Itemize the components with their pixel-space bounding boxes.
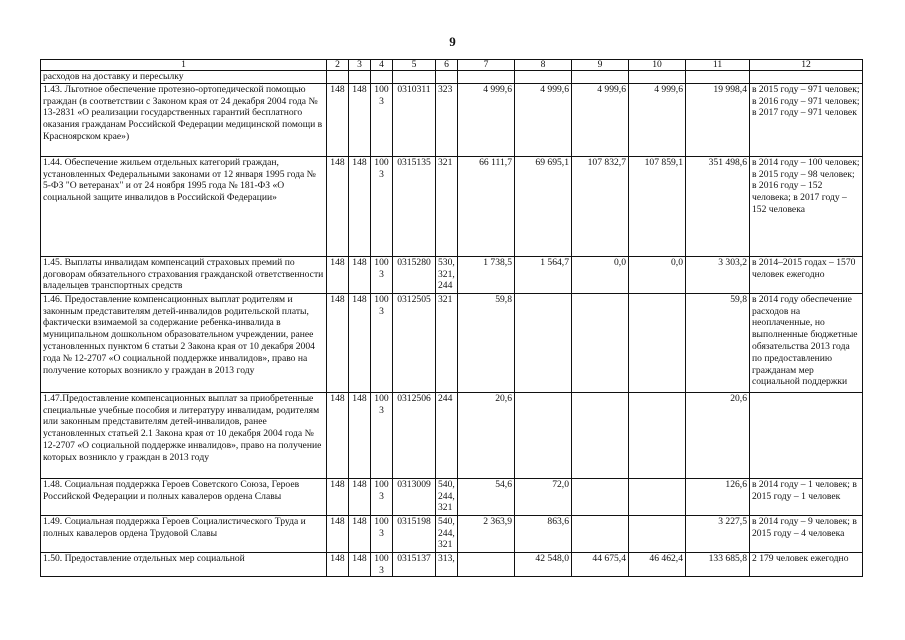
- amount-2015-cell: 1 564,7: [515, 256, 572, 293]
- activity-name-cell: 1.43. Льготное обеспечение протезно-ортопедической помощью граждан (в соответствии с Законом края от 24 декабря 2004 года № 13-2831 «О реализации государственных гарантий бесплатного оказания гражданам Российской Федерации медицинской помощи в Красноярском крае»): [41, 83, 327, 156]
- table-row: [41, 256, 863, 293]
- amount-2016-cell: [572, 478, 629, 515]
- target-code-cell: 0315280: [393, 256, 436, 293]
- table-row: [41, 515, 863, 552]
- amount-2017-cell: 46 462,4: [629, 552, 686, 577]
- amount-2014-cell: 2 363,9: [458, 515, 515, 552]
- grbs-code-cell: 148: [327, 83, 349, 156]
- continuation-text: расходов на доставку и пересылку: [41, 71, 327, 84]
- grbs-code-cell: 148: [327, 293, 349, 392]
- section-code-cell: 1003: [371, 256, 393, 293]
- amount-2017-cell: 107 859,1: [629, 156, 686, 256]
- header-cell: 12: [750, 60, 863, 71]
- expected-result-cell: в 2014 году – 9 человек; в 2015 году – 4 человека: [750, 515, 863, 552]
- amount-2016-cell: 107 832,7: [572, 156, 629, 256]
- expected-result-cell: в 2014 году – 1 человек; в 2015 году – 1 человек: [750, 478, 863, 515]
- expense-type-cell: 321: [436, 293, 458, 392]
- grbs-code-cell: 148: [349, 293, 371, 392]
- amount-2017-cell: [629, 478, 686, 515]
- expected-result-cell: 2 179 человек ежегодно: [750, 552, 863, 577]
- amount-2017-cell: [629, 515, 686, 552]
- amount-2016-cell: [572, 293, 629, 392]
- target-code-cell: 0313009: [393, 478, 436, 515]
- header-cell: 1: [41, 60, 327, 71]
- grbs-code-cell: 148: [349, 515, 371, 552]
- expected-result-cell: в 2015 году – 971 человек; в 2016 году – 971 человек; в 2017 году – 971 человек: [750, 83, 863, 156]
- target-code-cell: 0315137: [393, 552, 436, 577]
- grbs-code-cell: 148: [349, 552, 371, 577]
- header-cell: 7: [458, 60, 515, 71]
- grbs-code-cell: 148: [327, 256, 349, 293]
- expected-result-cell: в 2014–2015 годах – 1570 человек ежегодно: [750, 256, 863, 293]
- amount-2017-cell: [629, 392, 686, 478]
- activity-name-cell: 1.47.Предоставление компенсационных выплат за приобретенные специальные учебные пособия и литературу инвалидам, родителям или законным представителям детей-инвалидов, ранее установленных статьей 2.1 Закона края от 10 декабря 2004 года № 12-2707 «О социальной поддержке инвалидов», право на получение которых возникло у граждан в 2013 году: [41, 392, 327, 478]
- header-cell: 3: [349, 60, 371, 71]
- section-code-cell: 1003: [371, 83, 393, 156]
- grbs-code-cell: 148: [327, 478, 349, 515]
- total-amount-cell: 3 227,5: [686, 515, 750, 552]
- table-row: [41, 478, 863, 515]
- amount-2017-cell: [629, 293, 686, 392]
- target-code-cell: 0312505: [393, 293, 436, 392]
- grbs-code-cell: 148: [327, 515, 349, 552]
- grbs-code-cell: 148: [349, 156, 371, 256]
- target-code-cell: 0310311: [393, 83, 436, 156]
- grbs-code-cell: 148: [349, 478, 371, 515]
- amount-2015-cell: [515, 293, 572, 392]
- amount-2016-cell: 0,0: [572, 256, 629, 293]
- program-table: [40, 59, 863, 577]
- activity-name-cell: 1.48. Социальная поддержка Героев Советского Союза, Героев Российской Федерации и полных кавалеров ордена Славы: [41, 478, 327, 515]
- total-amount-cell: 20,6: [686, 392, 750, 478]
- section-code-cell: 1003: [371, 515, 393, 552]
- amount-2017-cell: 4 999,6: [629, 83, 686, 156]
- section-code-cell: 1003: [371, 293, 393, 392]
- target-code-cell: 0312506: [393, 392, 436, 478]
- expense-type-cell: 321: [436, 156, 458, 256]
- amount-2015-cell: [515, 392, 572, 478]
- table-row: [41, 392, 863, 478]
- header-cell: 9: [572, 60, 629, 71]
- expense-type-cell: 540, 244, 321: [436, 478, 458, 515]
- expected-result-cell: в 2014 году обеспечение расходов на неоплаченные, но выполненные бюджетные обязательства 2013 года по предоставлению гражданам мер социальной поддержки: [750, 293, 863, 392]
- activity-name-cell: 1.45. Выплаты инвалидам компенсаций страховых премий по договорам обязательного страхования гражданской ответственности владельцев транспортных средств: [41, 256, 327, 293]
- grbs-code-cell: 148: [349, 83, 371, 156]
- activity-name-cell: 1.46. Предоставление компенсационных выплат родителям и законным представителям детей-инвалидов родительской платы, фактически взимаемой за содержание ребенка-инвалида в муниципальном дошкольном образовательном учреждении, ранее установленных пунктом 6 статьи 2 Закона края от 10 декабря 2004 года № 12-2707 «О социальной поддержке инвалидов», право на получение которых возникло у граждан в 2013 году: [41, 293, 327, 392]
- expense-type-cell: 323: [436, 83, 458, 156]
- table-row: [41, 293, 863, 392]
- target-code-cell: 0315198: [393, 515, 436, 552]
- continuation-row: [41, 71, 863, 84]
- section-code-cell: 1003: [371, 552, 393, 577]
- expense-type-cell: 540, 244, 321: [436, 515, 458, 552]
- total-amount-cell: 19 998,4: [686, 83, 750, 156]
- page-number: 9: [449, 34, 456, 49]
- activity-name-cell: 1.50. Предоставление отдельных мер социальной: [41, 552, 327, 577]
- table-row: [41, 552, 863, 577]
- column-number-row: [41, 60, 863, 71]
- grbs-code-cell: 148: [349, 392, 371, 478]
- total-amount-cell: 351 498,6: [686, 156, 750, 256]
- amount-2016-cell: [572, 515, 629, 552]
- amount-2014-cell: [458, 552, 515, 577]
- activity-name-cell: 1.49. Социальная поддержка Героев Социалистического Труда и полных кавалеров ордена Трудовой Славы: [41, 515, 327, 552]
- grbs-code-cell: 148: [349, 256, 371, 293]
- amount-2014-cell: 4 999,6: [458, 83, 515, 156]
- grbs-code-cell: 148: [327, 156, 349, 256]
- amount-2015-cell: 42 548,0: [515, 552, 572, 577]
- amount-2016-cell: 44 675,4: [572, 552, 629, 577]
- header-cell: 6: [436, 60, 458, 71]
- amount-2017-cell: 0,0: [629, 256, 686, 293]
- header-cell: 5: [393, 60, 436, 71]
- activity-name-cell: 1.44. Обеспечение жильем отдельных категорий граждан, установленных Федеральными законами от 12 января 1995 года № 5-ФЗ "О ветеранах" и от 24 ноября 1995 года № 181-ФЗ «О социальной защите инвалидов в Российской Федерации»: [41, 156, 327, 256]
- amount-2016-cell: [572, 392, 629, 478]
- header-cell: 11: [686, 60, 750, 71]
- total-amount-cell: 133 685,8: [686, 552, 750, 577]
- amount-2014-cell: 59,8: [458, 293, 515, 392]
- section-code-cell: 1003: [371, 156, 393, 256]
- expense-type-cell: 530, 321, 244: [436, 256, 458, 293]
- header-cell: 10: [629, 60, 686, 71]
- amount-2015-cell: 4 999,6: [515, 83, 572, 156]
- expense-type-cell: 244: [436, 392, 458, 478]
- amount-2015-cell: 863,6: [515, 515, 572, 552]
- table-row: [41, 83, 863, 156]
- amount-2014-cell: 20,6: [458, 392, 515, 478]
- target-code-cell: 0315135: [393, 156, 436, 256]
- expense-type-cell: 313,: [436, 552, 458, 577]
- amount-2014-cell: 66 111,7: [458, 156, 515, 256]
- total-amount-cell: 126,6: [686, 478, 750, 515]
- section-code-cell: 1003: [371, 478, 393, 515]
- amount-2014-cell: 54,6: [458, 478, 515, 515]
- header-cell: 2: [327, 60, 349, 71]
- table-row: [41, 156, 863, 256]
- total-amount-cell: 59,8: [686, 293, 750, 392]
- header-cell: 4: [371, 60, 393, 71]
- amount-2016-cell: 4 999,6: [572, 83, 629, 156]
- amount-2015-cell: 69 695,1: [515, 156, 572, 256]
- section-code-cell: 1003: [371, 392, 393, 478]
- amount-2014-cell: 1 738,5: [458, 256, 515, 293]
- grbs-code-cell: 148: [327, 392, 349, 478]
- expected-result-cell: в 2014 году – 100 человек; в 2015 году – 98 человек; в 2016 году – 152 человека; в 2017 году – 152 человека: [750, 156, 863, 256]
- amount-2015-cell: 72,0: [515, 478, 572, 515]
- header-cell: 8: [515, 60, 572, 71]
- total-amount-cell: 3 303,2: [686, 256, 750, 293]
- grbs-code-cell: 148: [327, 552, 349, 577]
- expected-result-cell: [750, 392, 863, 478]
